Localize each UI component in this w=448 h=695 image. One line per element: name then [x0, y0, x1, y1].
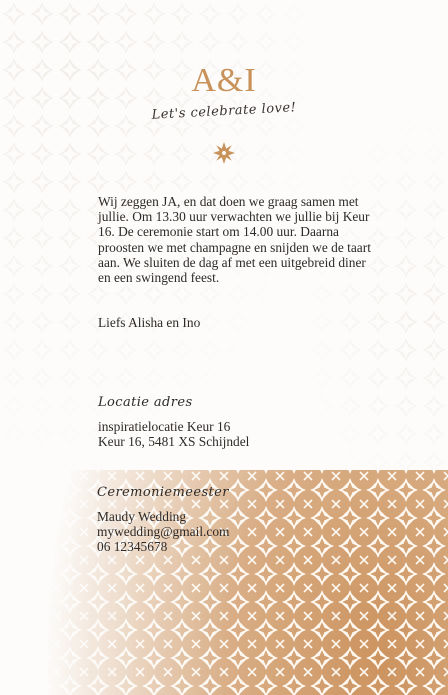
host-contact — [97, 509, 229, 555]
location-address — [98, 419, 249, 449]
host-email[interactable]: mywedding@gmail.com — [97, 524, 230, 540]
invitation-message: Wij zeggen JA, en dat doen we graag samen met jullie. Om 13.30 uur verwachten we jullie bij Keur 16. De ceremonie start om 14.00 uur. Daarna proosten we met champagne en snijden we de taart aan. We sluiten de dag af met een uitgebreid diner en een swingend feest. — [98, 194, 371, 286]
couple-monogram: A&I — [191, 62, 257, 99]
location-line: Keur 16, 5481 XS Schijndel — [98, 434, 250, 450]
location-title: Locatie adres — [98, 395, 193, 410]
host-phone[interactable]: 06 12345678 — [97, 539, 168, 555]
signoff: Liefs Alisha en Ino — [98, 315, 201, 330]
tagline: Let's celebrate love! — [151, 100, 297, 123]
host-name: Maudy Wedding — [97, 509, 187, 524]
eight-point-star-icon — [212, 141, 236, 165]
location-line: inspiratielocatie Keur 16 — [98, 419, 231, 434]
host-title: Ceremoniemeester — [97, 485, 229, 500]
